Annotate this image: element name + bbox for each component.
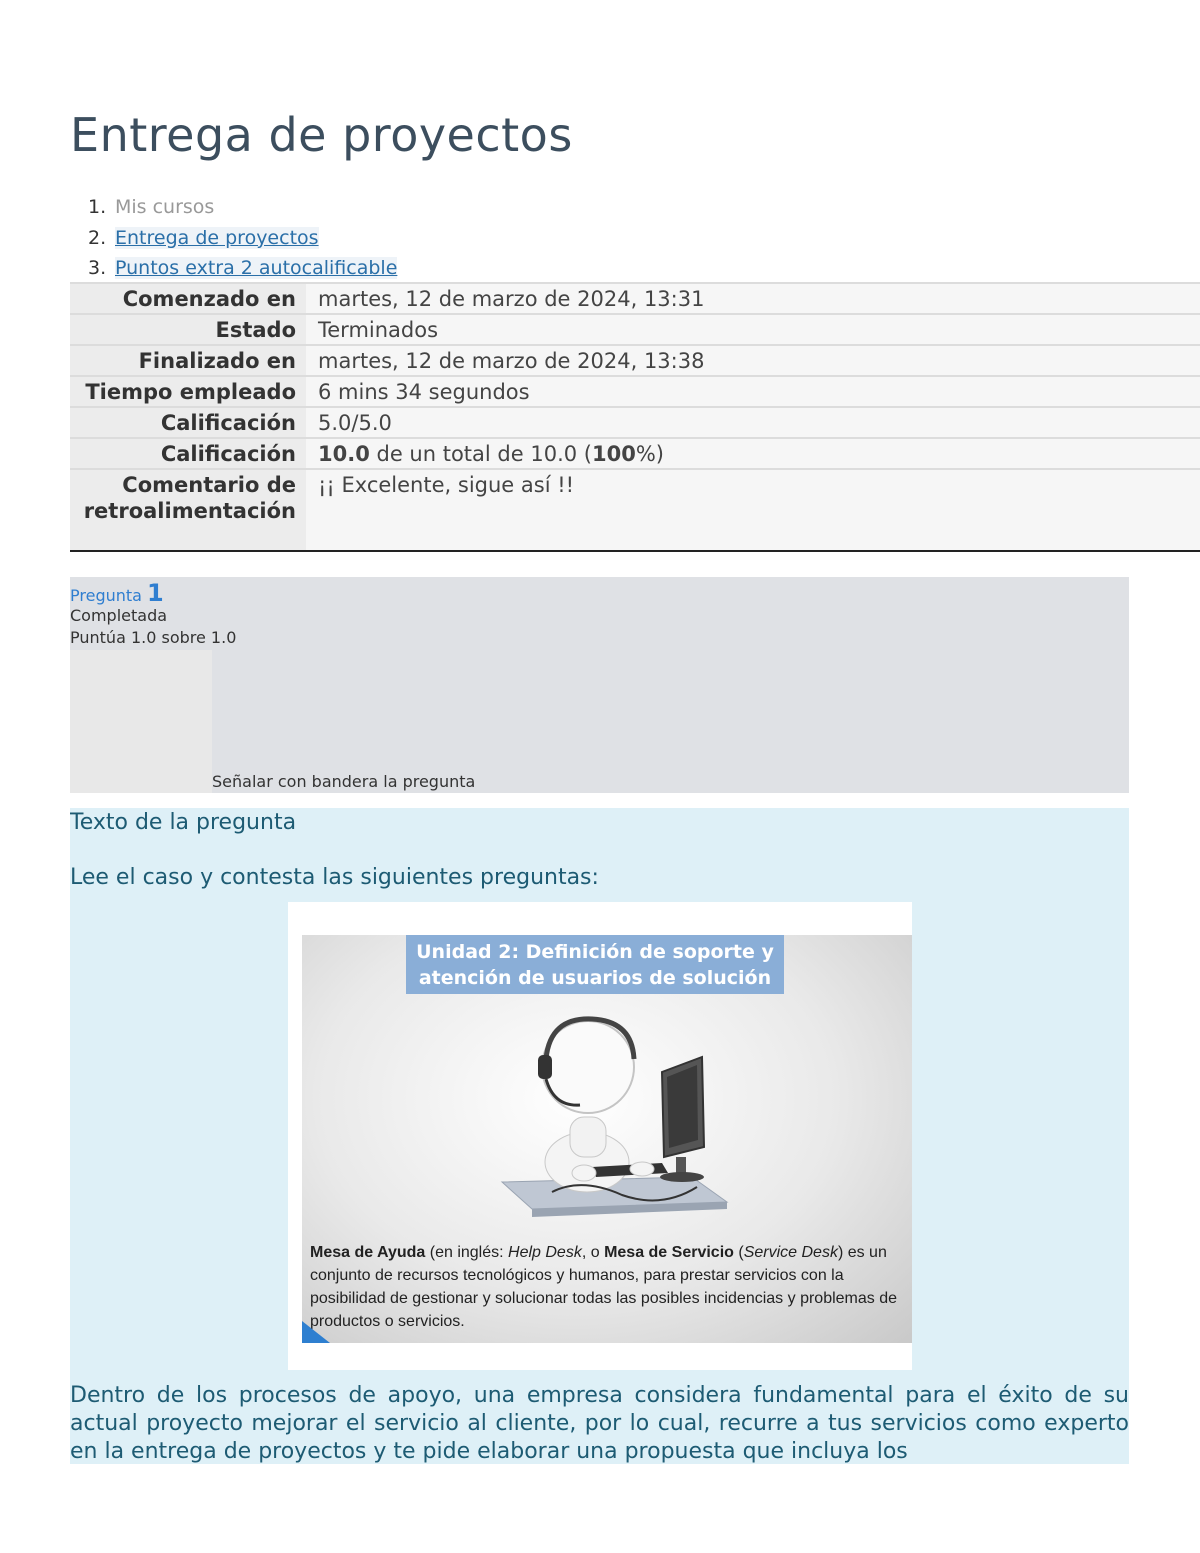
summary-row-state: Estado Terminados [70,314,1200,345]
breadcrumb-item: 2. Entrega de proyectos [88,226,319,249]
help-desk-agent-illustration [492,997,742,1227]
summary-row-time: Tiempo empleado 6 mins 34 segundos [70,376,1200,407]
summary-row-grade: Calificación 10.0 de un total de 10.0 (100%) [70,438,1200,469]
attempt-summary-table [70,282,1200,552]
summary-row-finished: Finalizado en martes, 12 de marzo de 2024, 13:38 [70,345,1200,376]
breadcrumb-quiz-link[interactable]: Puntos extra 2 autocalificable [115,257,398,279]
help-desk-image [288,902,912,1370]
question-body-text: Dentro de los procesos de apoyo, una empresa considera fundamental para el éxito de su actual proyecto mejorar el servicio al cliente, por lo cual, recurre a tus servicios como experto en la entrega de proyectos y te pide elaborar una propuesta que incluya los [70,1383,1129,1464]
question-content-panel [70,808,1129,1464]
flag-image-placeholder [70,650,212,793]
summary-row-feedback: Comentario de retroalimentación ¡¡ Excelente, sigue así !! [70,469,1200,551]
breadcrumb-item: 3. Puntos extra 2 autocalificable [88,257,398,279]
summary-row-marks: Calificación 5.0/5.0 [70,407,1200,438]
help-desk-image-content [302,935,912,1343]
image-banner: Unidad 2: Definición de soporte y atención de usuarios de solución [406,935,784,994]
image-caption: Mesa de Ayuda (en inglés: Help Desk, o Mesa de Servicio (Service Desk) es un conjunto de recursos tecnológicos y humanos, para prestar servicios con la posibilidad de gestionar y solucionar todas las posibles incidencias y problemas de productos o servicios. [310,1244,898,1330]
breadcrumb [70,192,397,284]
breadcrumb-my-courses[interactable]: Mis cursos [115,196,215,218]
question-lead: Lee el caso y contesta las siguientes preguntas: [70,865,599,890]
breadcrumb-course-link[interactable]: Entrega de proyectos [115,226,319,249]
page-title: Entrega de proyectos [70,108,573,162]
flag-question-toggle[interactable]: Señalar con bandera la pregunta [212,772,476,791]
question-info-panel [70,577,1129,793]
question-text-heading: Texto de la pregunta [70,810,297,835]
question-grade: Puntúa 1.0 sobre 1.0 [70,628,237,647]
image-corner-triangle [302,1321,330,1343]
question-state: Completada [70,606,168,625]
summary-row-started: Comenzado en martes, 12 de marzo de 2024, 13:31 [70,283,1200,314]
question-number: Pregunta 1 [70,579,164,607]
breadcrumb-item: 1. Mis cursos [88,196,215,218]
